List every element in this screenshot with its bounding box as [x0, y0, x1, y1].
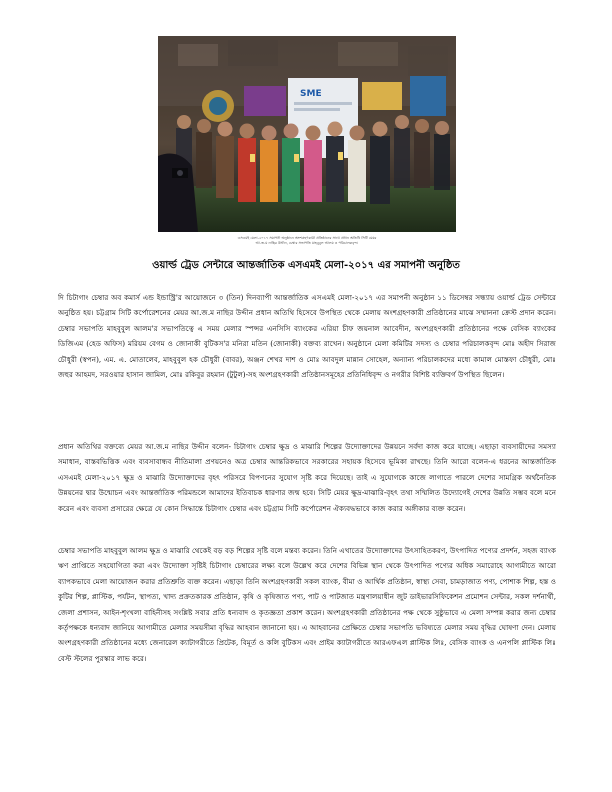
caption-line-2: আ.জ.ম নাছির উদ্দীন, চেম্বার সভাপতি মাহবুবুল আলম ও পরিচালকবৃন্দ।	[255, 241, 359, 246]
photo-caption	[158, 236, 456, 247]
paragraph-3: চেম্বার সভাপতি মাহবুবুল আলম ক্ষুদ্র ও মাঝারি থেকেই বড় বড় শিল্পের সৃষ্টি বলে মন্তব্য করেন। তিনি এখাতের উদ্যোক্তাদের উৎসাহিতকরণ, উৎপাদিত পণ্যের প্রদর্শন, সহজ ব্যাংক ঋণ প্রাপ্তিতে সহযোগিতা করা এবং উদ্যোক্তা সৃষ্টিই চিটাগাং চেম্বারের লক্ষ্য বলে উল্লেখ করে দেশের বিভিন্ন স্থান থেকে উৎপাদিত পণ্যের অধিক সমারোহে আগামীতে আরো ব্যাপকভাবে মেলা আয়োজন করার প্রতিশ্রুতি ব্যক্ত করেন। এছাড়া তিনি অংশগ্রহণকারী সকল ব্যাংক, বীমা ও আর্থিক প্রতিষ্ঠান, স্বাস্থ্য সেবা, চামড়াজাত পণ্য, পোশাক শিল্প, হস্ত ও কুটির শিল্প, প্লাস্টিক, পর্যটন, স্থাপত্য, খাদ্য প্রক্রতকারক প্রতিষ্ঠান, কৃষি ও কৃষিজাত পণ্য, পাট ও পাটজাত মন্ত্রণালয়াধীন জুট ডাইভারসিফিকেশন প্রমোশন সেন্টার, সকল দর্শনার্থী, জেলা প্রশাসন, আইন-শৃংখলা বাহিনীসহ সংশ্লিষ্ট সবার প্রতি ধন্যবাদ ও কৃতজ্ঞতা প্রকাশ করেন। অংশগ্রহণকারী প্রতিষ্ঠানের পক্ষ থেকে সুষ্ঠুভাবে এ মেলা সম্পন্ন করার জন্য চেম্বার কর্তৃপক্ষকে ধন্যবাদ জানিয়ে আগামীতে মেলার সময়সীমা বৃদ্ধির আহবান জানানো হয়। এ আহবানের প্রেক্ষিতে চেম্বার সভাপতি ভবিষ্যতে মেলার সময় বৃদ্ধির ঘোষণা দেন। মেলায় অংশগ্রহণকারী প্রতিষ্ঠানের মধ্যে জেনারেল ক্যাটাগরীতে প্রিটেক, বিমূর্ত ও কলি বুটিকস এবং প্রাইম ক্যাটাগরীতে আরএফএল প্লাস্টিক লিঃ, বেসিক ব্যাংক ও এনপলি প্লাস্টিক লিঃ বেস্ট স্টলের পুরস্কার লাভ করে।	[58, 546, 556, 663]
article-headline: ওয়ার্ল্ড ট্রেড সেন্টারে আন্তর্জাতিক এসএমই মেলা-২০১৭ এর সমাপনী অনুষ্ঠিত	[152, 260, 460, 271]
group-photo-illustration	[158, 36, 456, 232]
banner-logo-text: SME	[300, 89, 322, 99]
caption-line-1: এসএমই মেলা-২০১৭ সমাপনী অনুষ্ঠানে অংশগ্রহণকারী প্রতিষ্ঠানের সাথে প্রধান অতিথি সিটি মেয়র	[237, 236, 377, 240]
event-photo	[158, 36, 456, 232]
paragraph-2: প্রধান অতিথির বক্তব্যে মেয়র আ.জ.ম নাছির উদ্দীন বলেন- চিটাগাং চেম্বার ক্ষুদ্র ও মাঝারি শিল্পের উদ্যোক্তাদের উন্নয়নে সর্বদা কাজ করে যাচ্ছে। এছাড়া ব্যবসায়ীদের সমস্যা সমাধান, বাস্তবভিত্তিক এবং ব্যবসাবান্ধব নীতিমালা প্রণয়নেও অত্র চেম্বার আন্তরিকভাবে সরকারের সহায়ক হিসেবে ভূমিকা রাখছে। তিনি আরো বলেন-এ ধরনের আন্তর্জাতিক এসএমই মেলা-২০১৭ ক্ষুদ্র ও মাঝারি উদ্যোক্তাদের বৃহৎ পরিসরে বিপণনের সুযোগ সৃষ্টি করে দিয়েছে। তাই এ সুযোগকে কাজে লাগাতে পারলে দেশের সামগ্রিক অর্থনৈতিক উন্নয়নের দ্বার উন্মোচন এবং আন্তর্জাতিক পরিমন্ডলে আমাদের ইতিবাচক ধারণার জন্ম হবে। সিটি মেয়র ক্ষুদ্র-মাঝারি-বৃহৎ তথা সম্মিলিত উদ্যোগেই দেশের উন্নতি সম্ভব বলে মনে করেন এবং ব্যবসা প্রসারের ক্ষেত্রে যে কোন সিদ্ধান্তে চিটাগাং চেম্বার এবং চট্টগ্রাম সিটি কর্পোরেশন ঐক্যবদ্ধভাবে কাজ করার অঙ্গীকার ব্যক্ত করেন।	[58, 442, 556, 513]
paragraph-1: দি চিটাগাং চেম্বার অব কমার্স এন্ড ইন্ডাস্ট্রি'র আয়োজনে ৩ (তিন) দিনব্যাপী আন্তর্জাতিক এসএমই মেলা-২০১৭ এর সমাপনী অনুষ্ঠান ১১ ডিসেম্বর সন্ধ্যায় ওয়ার্ল্ড ট্রেড সেন্টারে অনুষ্ঠিত হয়। চট্টগ্রাম সিটি কর্পোরেশনের মেয়র আ.জ.ম নাছির উদ্দীন প্রধান অতিথি হিসেবে উপস্থিত থেকে মেলায় অংশগ্রহণকারী প্রতিষ্ঠানের মাঝে সম্মাননা ক্রেস্ট প্রদান করেন। চেম্বার সভাপতি মাহবুবুল আলম'র সভাপতিত্বে এ সময় মেলার স্পন্সর এনসিসি ব্যাংকের এরিয়া চীফ জয়নাল আবেদীন, অংশগ্রহণকারী প্রতিষ্ঠানের পক্ষে বেসিক ব্যাংকের ডিজিএম (হেড অফিস) মরিয়ম বেগম ও জোনাকী বুটিকস'র মনিরা মতিন (জোনাকী) বক্তব্য রাখেন। অনুষ্ঠানে মেলা কমিটির সদস্য ও চেম্বার পরিচালকবৃন্দ মোঃ অহীদ সিরাজ চৌধুরী (স্বপন), এম. এ. মোতালেব, মাহবুবুল হক চৌধুরী (বাবর), অঞ্জন শেখর দাশ ও মোঃ আবদুল মান্নান সোহেল, অন্যান্য পরিচালকদের মধ্যে কামাল মোস্তফা চৌধুরী, মোঃ জহুর আহমদ, সরওয়ার হাসান জামিল, মোঃ রকিবুর রহমান (টুটুল)-সহ অংশগ্রহণকারী প্রতিষ্ঠানসমূহের প্রতিনিধিবৃন্দ ও নগরীর বিশিষ্ট ব্যক্তিবর্গ উপস্থিত ছিলেন।	[58, 293, 556, 380]
